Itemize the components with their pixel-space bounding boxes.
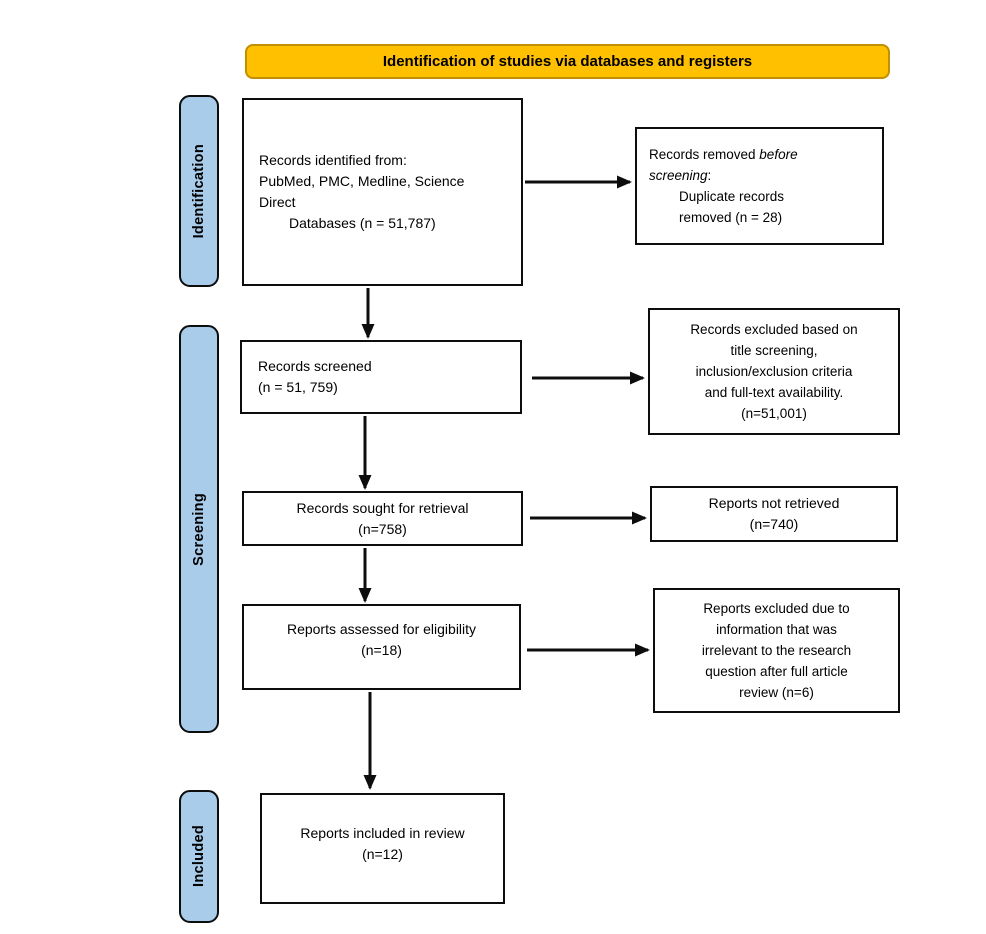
box-text-line: Duplicate records — [679, 189, 785, 204]
diagram-title: Identification of studies via databases and registers — [382, 53, 753, 70]
box-text-line: title screening, — [730, 343, 818, 358]
stage-screening-label: Screening — [191, 492, 207, 566]
box-records-identified — [242, 98, 523, 286]
box-text-line: information that was — [716, 622, 837, 637]
box-text-line: Records screened — [258, 358, 372, 374]
box-records-sought — [242, 491, 523, 546]
box-text-line: Reports excluded due to — [703, 601, 850, 616]
box-text-line: Records excluded based on — [690, 322, 858, 337]
box-reports-assessed — [242, 604, 521, 690]
box-text-line — [649, 165, 711, 186]
box-text-line: (n=18) — [361, 642, 402, 658]
box-text-line: irrelevant to the research — [701, 643, 852, 658]
box-text-segment: Records removed — [649, 147, 760, 162]
diagram-title-banner — [245, 44, 890, 79]
stage-identification — [179, 95, 219, 287]
box-text-line: Records identified from: — [259, 152, 407, 168]
box-text-line: PubMed, PMC, Medline, Science — [259, 173, 465, 189]
box-reports-excluded — [653, 588, 900, 713]
box-text-segment: : — [707, 168, 712, 183]
box-text-line: and full-text availability. — [704, 385, 844, 400]
stage-included — [179, 790, 219, 923]
stage-identification-label: Identification — [191, 143, 207, 239]
box-text-line: removed (n = 28) — [679, 210, 783, 225]
box-text-line: Reports assessed for eligibility — [286, 621, 477, 637]
box-reports-included — [260, 793, 505, 904]
box-records-removed — [635, 127, 884, 245]
stage-screening — [179, 325, 219, 733]
box-text-line: Reports included in review — [300, 824, 465, 841]
box-text-line: review (n=6) — [739, 685, 814, 700]
box-text-line: Direct — [259, 194, 296, 210]
box-text-line: inclusion/exclusion criteria — [695, 364, 853, 379]
box-records-excluded — [648, 308, 900, 435]
box-text-line: (n=12) — [362, 845, 403, 862]
box-records-screened — [240, 340, 522, 414]
box-text-italic: screening — [649, 168, 708, 183]
box-text-line: (n=740) — [749, 516, 799, 532]
box-text-line: Records sought for retrieval — [296, 499, 469, 516]
box-text-italic: before — [759, 147, 798, 162]
box-text-line: (n=758) — [358, 520, 407, 537]
box-text-line — [649, 144, 798, 165]
box-text-line: (n=51,001) — [741, 406, 807, 421]
box-text-line: Databases (n = 51,787) — [289, 215, 436, 231]
stage-included-label: Included — [191, 825, 207, 888]
box-text-line: Reports not retrieved — [708, 495, 840, 511]
box-reports-not-retrieved — [650, 486, 898, 542]
box-text-line: question after full article — [705, 664, 848, 679]
box-text-line: (n = 51, 759) — [258, 379, 338, 395]
